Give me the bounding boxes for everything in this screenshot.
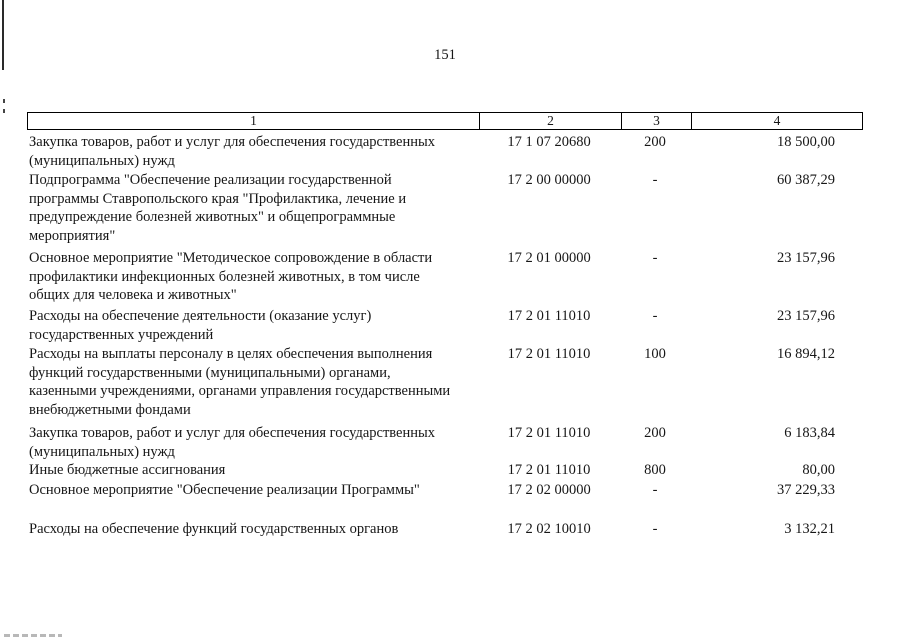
scan-mark <box>3 99 5 103</box>
row-description: Расходы на обеспечение деятельности (оказание услуг) государственных учреждений <box>29 308 372 343</box>
row-amount: 80,00 <box>802 462 835 478</box>
row-amount: 23 157,96 <box>777 250 835 266</box>
row-amount: 37 229,33 <box>777 482 835 498</box>
scan-bottom-artifact <box>4 634 62 637</box>
row-code: 17 2 01 11010 <box>507 425 591 441</box>
row-code: 17 2 01 11010 <box>507 346 591 362</box>
row-description: Закупка товаров, работ и услуг для обеспечения государственных (муниципальных) нужд <box>29 134 436 169</box>
row-amount: 6 183,84 <box>784 425 835 441</box>
row-description: Иные бюджетные ассигнования <box>29 462 226 478</box>
row-description: Закупка товаров, работ и услуг для обеспечения государственных (муниципальных) нужд <box>29 425 436 460</box>
row-expense-type: 100 <box>644 346 666 362</box>
row-amount: 18 500,00 <box>777 134 835 150</box>
row-code: 17 2 02 10010 <box>507 521 591 537</box>
page-number: 151 <box>434 47 456 63</box>
table-header <box>27 112 863 130</box>
row-expense-type: - <box>652 482 658 498</box>
scan-mark <box>3 109 5 113</box>
column-header-2: 2 <box>479 113 621 129</box>
row-code: 17 2 01 00000 <box>507 250 591 266</box>
row-amount: 3 132,21 <box>784 521 835 537</box>
row-expense-type: - <box>652 308 658 324</box>
row-description: Расходы на выплаты персоналу в целях обеспечения выполнения функций государственными (муниципальными) органами, казенными учреждениями, органами управления государственными внебюджетными фондами <box>29 346 451 419</box>
row-expense-type: 200 <box>644 134 666 150</box>
row-code: 17 2 01 11010 <box>507 462 591 478</box>
row-description: Подпрограмма "Обеспечение реализации государственной программы Ставропольского края "Профилактика, лечение и предупреждение болезней животных" и общепрограммные мероприятия" <box>29 172 407 245</box>
row-description: Расходы на обеспечение функций государственных органов <box>29 521 399 537</box>
column-header-1: 1 <box>250 113 257 128</box>
row-amount: 60 387,29 <box>777 172 835 188</box>
row-code: 17 1 07 20680 <box>507 134 591 150</box>
row-code: 17 2 00 00000 <box>507 172 591 188</box>
row-expense-type: - <box>652 521 658 537</box>
row-expense-type: 200 <box>644 425 666 441</box>
column-header-4: 4 <box>691 113 862 129</box>
row-code: 17 2 01 11010 <box>507 308 591 324</box>
row-description: Основное мероприятие "Методическое сопровождение в области профилактики инфекционных болезней животных, в том числе общих для человека и животных" <box>29 250 433 304</box>
row-description: Основное мероприятие "Обеспечение реализации Программы" <box>29 482 420 498</box>
column-header-3: 3 <box>621 113 691 129</box>
row-expense-type: - <box>652 250 658 266</box>
row-amount: 23 157,96 <box>777 308 835 324</box>
row-amount: 16 894,12 <box>777 346 835 362</box>
row-expense-type: - <box>652 172 658 188</box>
row-code: 17 2 02 00000 <box>507 482 591 498</box>
row-expense-type: 800 <box>644 462 666 478</box>
